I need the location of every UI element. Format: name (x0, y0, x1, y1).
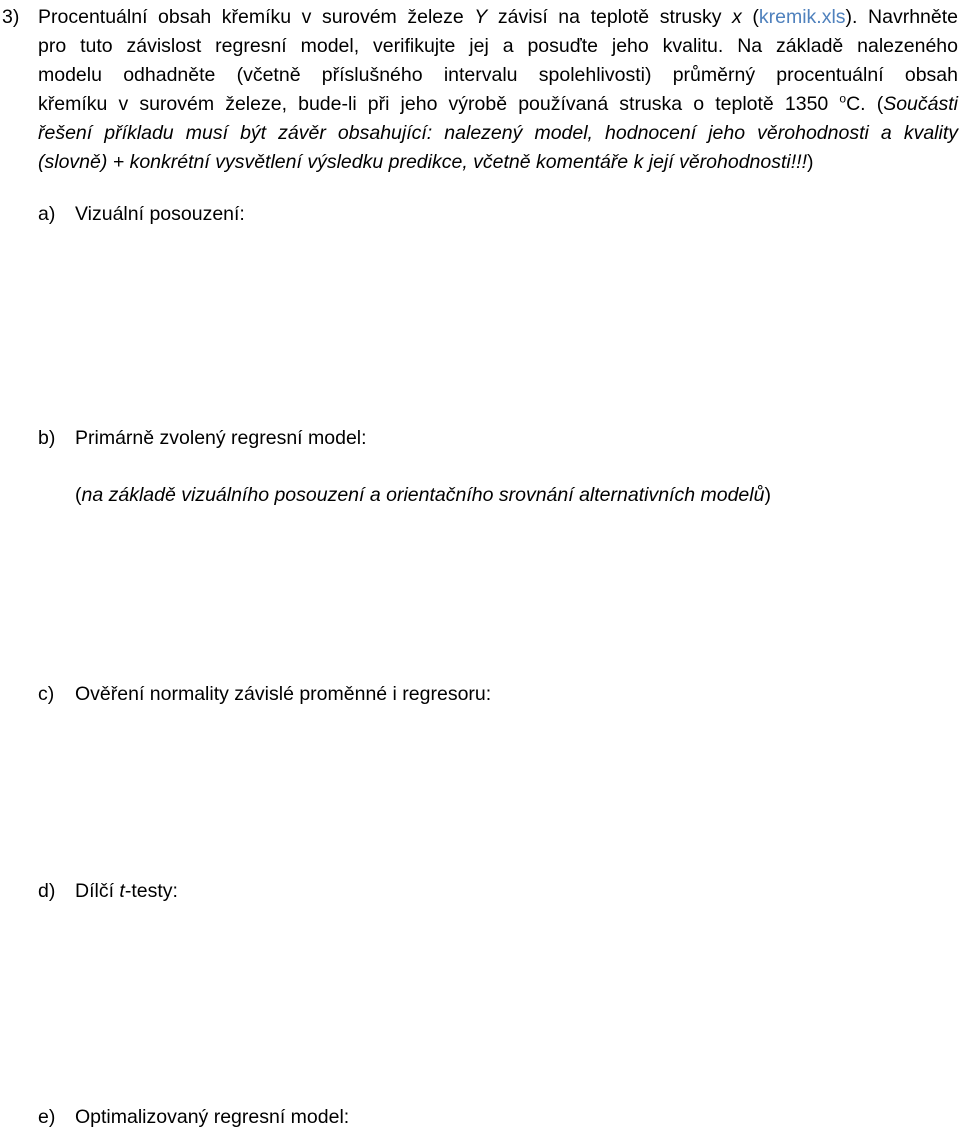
variable-y: Y (474, 6, 488, 28)
problem-text (38, 3, 958, 177)
section-note: (na základě vizuálního posouzení a orientačního srovnání alternativních modelů) (75, 484, 771, 506)
variable-x: x (732, 6, 742, 28)
section-title: Optimalizovaný regresní model: (75, 1106, 350, 1128)
problem-line-5: řešení příkladu musí být závěr obsahující: nalezený model, hodnocení jeho věrohodnosti a kvality (38, 122, 958, 144)
section-letter: e) (38, 1106, 56, 1128)
problem-line-2: pro tuto závislost regresní model, verifikujte jej a posuďte jeho kvalitu. Na základě nalezeného (38, 35, 958, 57)
section-letter: c) (38, 683, 55, 705)
section-title: Dílčí t-testy: (75, 880, 178, 902)
section-title: Vizuální posouzení: (75, 203, 245, 225)
section-letter: d) (38, 880, 56, 902)
kremik-xls-link[interactable]: kremik.xls (758, 6, 846, 28)
problem-line-3: modelu odhadněte (včetně příslušného intervalu spolehlivosti) průměrný procentuální obsah (38, 64, 958, 86)
section-title: Primárně zvolený regresní model: (75, 427, 367, 449)
degree-superscript: o (839, 91, 847, 106)
problem-line-6: (slovně) + konkrétní vysvětlení výsledku predikce, včetně komentáře k její věrohodnosti!!!) (38, 151, 814, 173)
section-title: Ověření normality závislé proměnné i regresoru: (75, 683, 492, 705)
section-letter: a) (38, 203, 56, 225)
section-letter: b) (38, 427, 56, 449)
problem-line-1: Procentuální obsah křemíku v surovém železe Y závisí na teplotě strusky x (kremik.xls). Navrhněte (38, 6, 958, 28)
problem-number: 3) (2, 6, 20, 28)
problem-line-4: křemíku v surovém železe, bude-li při jeho výrobě používaná struska o teplotě 1350 $^o$C. (Součásti (38, 91, 958, 115)
